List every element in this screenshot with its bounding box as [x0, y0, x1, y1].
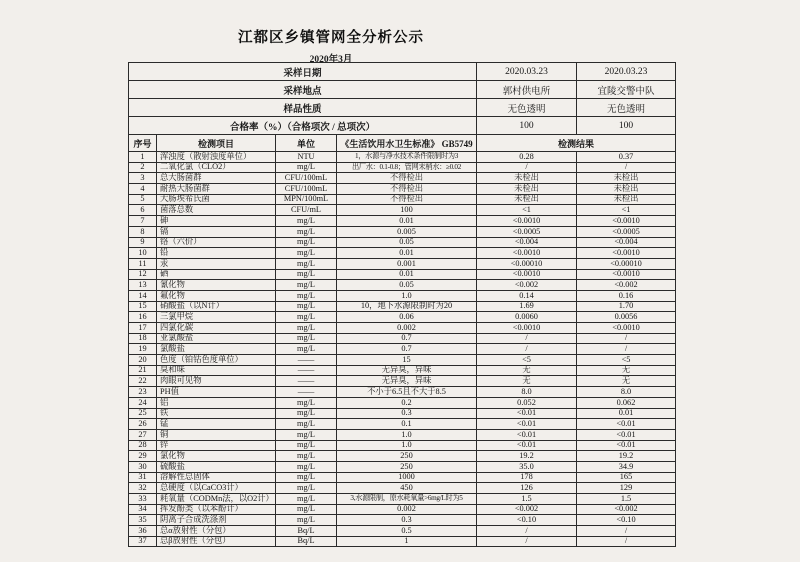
result-yiling: <0.0010 [577, 248, 676, 259]
table-row [129, 152, 676, 163]
unit-value: mg/L [276, 226, 337, 237]
standard-value: 0.002 [337, 323, 477, 334]
item-name: 锰 [157, 419, 276, 430]
result-guocun: / [477, 333, 577, 344]
sampling-date-label: 采样日期 [129, 63, 477, 81]
info-section [129, 63, 676, 152]
result-guocun: <0.002 [477, 280, 577, 291]
standard-value: 450 [337, 483, 477, 494]
standard-value: 0.001 [337, 258, 477, 269]
result-guocun: <1 [477, 205, 577, 216]
unit-value: CFU/100mL [276, 184, 337, 195]
result-guocun: 无 [477, 365, 577, 376]
table-row [129, 536, 676, 547]
table-row [129, 376, 676, 387]
result-guocun: 126 [477, 483, 577, 494]
item-name: 总大肠菌群 [157, 173, 276, 184]
table-row [129, 301, 676, 312]
result-guocun: 178 [477, 472, 577, 483]
sampling-location-guocun: 郭村供电所 [477, 81, 577, 99]
item-name: 亚氯酸盐 [157, 333, 276, 344]
col-header-result: 检测结果 [477, 135, 676, 152]
table-row [129, 248, 676, 259]
sampling-location-label: 采样地点 [129, 81, 477, 99]
item-name: 铁 [157, 408, 276, 419]
item-name: 色度（铂钴色度单位） [157, 355, 276, 366]
unit-value: Bq/L [276, 526, 337, 537]
row-no: 4 [129, 184, 157, 195]
unit-value: —— [276, 387, 337, 398]
item-name: 大肠埃希氏菌 [157, 194, 276, 205]
item-name: 二氧化氯（CLO2） [157, 162, 276, 173]
result-guocun: 1.69 [477, 301, 577, 312]
standard-value: 1 [337, 536, 477, 547]
item-name: PH值 [157, 387, 276, 398]
table-row [129, 440, 676, 451]
row-no: 36 [129, 526, 157, 537]
result-yiling: <0.002 [577, 504, 676, 515]
unit-value: mg/L [276, 494, 337, 505]
table-row [129, 408, 676, 419]
result-yiling: / [577, 536, 676, 547]
result-guocun: <0.01 [477, 419, 577, 430]
row-no: 35 [129, 515, 157, 526]
item-name: 砷 [157, 216, 276, 227]
item-name: 氟化物 [157, 290, 276, 301]
unit-value: CFU/mL [276, 205, 337, 216]
standard-value: 0.7 [337, 333, 477, 344]
sampling-location-yiling: 宜陵交警中队 [577, 81, 676, 99]
item-name: 铬（六价） [157, 237, 276, 248]
results-body [129, 152, 676, 547]
standard-value: 3,水源限制，原水耗氧量>6mg/L时为5 [337, 494, 477, 505]
table-row [129, 280, 676, 291]
item-name: 浑浊度（散射浊度单位） [157, 152, 276, 163]
row-no: 34 [129, 504, 157, 515]
standard-value: 不得检出 [337, 194, 477, 205]
standard-value: 出厂水：0.1-0.8；管网末梢水：≥0.02 [337, 162, 477, 173]
unit-value: mg/L [276, 216, 337, 227]
row-no: 25 [129, 408, 157, 419]
table-row [129, 333, 676, 344]
item-name: 氯酸盐 [157, 344, 276, 355]
row-no: 18 [129, 333, 157, 344]
result-yiling: <0.004 [577, 237, 676, 248]
result-guocun: <0.0010 [477, 269, 577, 280]
row-no: 6 [129, 205, 157, 216]
item-name: 臭和味 [157, 365, 276, 376]
pass-rate-yiling: 100 [577, 117, 676, 135]
unit-value: mg/L [276, 301, 337, 312]
sampling-date-guocun: 2020.03.23 [477, 63, 577, 81]
result-yiling: 无 [577, 376, 676, 387]
unit-value: mg/L [276, 397, 337, 408]
item-name: 铝 [157, 397, 276, 408]
result-guocun: 未检出 [477, 184, 577, 195]
standard-value: 0.05 [337, 280, 477, 291]
unit-value: mg/L [276, 504, 337, 515]
unit-value: —— [276, 355, 337, 366]
row-no: 16 [129, 312, 157, 323]
table-row [129, 526, 676, 537]
result-yiling: 34.9 [577, 461, 676, 472]
standard-value: 10，地下水源限制时为20 [337, 301, 477, 312]
col-header-unit: 单位 [276, 135, 337, 152]
standard-value: 1.0 [337, 429, 477, 440]
result-yiling: <0.01 [577, 440, 676, 451]
item-name: 总硬度（以CaCO3计） [157, 483, 276, 494]
standard-value: 250 [337, 461, 477, 472]
result-guocun: <0.01 [477, 429, 577, 440]
result-yiling: <0.00010 [577, 258, 676, 269]
result-guocun: / [477, 536, 577, 547]
row-no: 7 [129, 216, 157, 227]
result-yiling: <0.01 [577, 429, 676, 440]
result-guocun: <0.01 [477, 408, 577, 419]
unit-value: mg/L [276, 408, 337, 419]
unit-value: —— [276, 365, 337, 376]
unit-value: mg/L [276, 280, 337, 291]
result-guocun: <0.0005 [477, 226, 577, 237]
sample-nature-label: 样品性质 [129, 99, 477, 117]
table-row [129, 216, 676, 227]
table-row [129, 397, 676, 408]
unit-value: mg/L [276, 440, 337, 451]
result-guocun: / [477, 526, 577, 537]
unit-value: MPN/100mL [276, 194, 337, 205]
standard-value: 1000 [337, 472, 477, 483]
result-yiling: 8.0 [577, 387, 676, 398]
sampling-location-row [129, 81, 676, 99]
unit-value: —— [276, 376, 337, 387]
table-row [129, 237, 676, 248]
item-name: 锌 [157, 440, 276, 451]
item-name: 三氯甲烷 [157, 312, 276, 323]
standard-value: 0.1 [337, 419, 477, 430]
item-name: 挥发酚类（以苯酚计） [157, 504, 276, 515]
unit-value: mg/L [276, 461, 337, 472]
item-name: 铜 [157, 429, 276, 440]
result-yiling: <0.0010 [577, 323, 676, 334]
unit-value: mg/L [276, 451, 337, 462]
row-no: 24 [129, 397, 157, 408]
item-name: 四氯化碳 [157, 323, 276, 334]
result-guocun: 8.0 [477, 387, 577, 398]
row-no: 10 [129, 248, 157, 259]
item-name: 总β放射性（分包） [157, 536, 276, 547]
row-no: 8 [129, 226, 157, 237]
row-no: 26 [129, 419, 157, 430]
table-row [129, 365, 676, 376]
unit-value: mg/L [276, 333, 337, 344]
page-title: 江都区乡镇管网全分析公示 [238, 30, 424, 46]
sample-nature-row [129, 99, 676, 117]
table-row [129, 194, 676, 205]
result-yiling: 无 [577, 365, 676, 376]
result-yiling: <0.0010 [577, 269, 676, 280]
sample-nature-guocun: 无色透明 [477, 99, 577, 117]
table-row [129, 162, 676, 173]
pass-rate-label: 合格率（%）（合格项次 / 总项次） [129, 117, 477, 135]
item-name: 菌落总数 [157, 205, 276, 216]
table-row [129, 504, 676, 515]
unit-value: mg/L [276, 515, 337, 526]
row-no: 11 [129, 258, 157, 269]
item-name: 硒 [157, 269, 276, 280]
result-guocun: 未检出 [477, 173, 577, 184]
row-no: 5 [129, 194, 157, 205]
row-no: 1 [129, 152, 157, 163]
unit-value: mg/L [276, 269, 337, 280]
table-row [129, 472, 676, 483]
sampling-date-row [129, 63, 676, 81]
result-yiling: 未检出 [577, 194, 676, 205]
table-row [129, 258, 676, 269]
table-row [129, 515, 676, 526]
result-yiling: 未检出 [577, 173, 676, 184]
item-name: 氰化物 [157, 280, 276, 291]
table-row [129, 290, 676, 301]
result-yiling: 1.70 [577, 301, 676, 312]
standard-value: 0.002 [337, 504, 477, 515]
standard-value: 0.3 [337, 515, 477, 526]
table-row [129, 451, 676, 462]
standard-value: 0.05 [337, 237, 477, 248]
table-row [129, 312, 676, 323]
row-no: 31 [129, 472, 157, 483]
result-guocun: 19.2 [477, 451, 577, 462]
unit-value: mg/L [276, 419, 337, 430]
unit-value: mg/L [276, 290, 337, 301]
result-yiling: 129 [577, 483, 676, 494]
standard-value: 1，水源与净水技术条件限制时为3 [337, 152, 477, 163]
unit-value: Bq/L [276, 536, 337, 547]
standard-value: 0.2 [337, 397, 477, 408]
unit-value: mg/L [276, 344, 337, 355]
result-guocun: 无 [477, 376, 577, 387]
table-row [129, 461, 676, 472]
row-no: 14 [129, 290, 157, 301]
result-guocun: <0.0010 [477, 323, 577, 334]
row-no: 13 [129, 280, 157, 291]
page-subtitle: 2020年3月 [309, 55, 353, 65]
item-name: 氯化物 [157, 451, 276, 462]
result-guocun: / [477, 162, 577, 173]
result-yiling: / [577, 344, 676, 355]
table-row [129, 419, 676, 430]
sample-nature-yiling: 无色透明 [577, 99, 676, 117]
standard-value: 不得检出 [337, 184, 477, 195]
standard-value: 无异臭，异味 [337, 376, 477, 387]
standard-value: 100 [337, 205, 477, 216]
standard-value: 15 [337, 355, 477, 366]
result-yiling: <1 [577, 205, 676, 216]
table-row [129, 184, 676, 195]
table-row [129, 269, 676, 280]
standard-value: 0.005 [337, 226, 477, 237]
pass-rate-guocun: 100 [477, 117, 577, 135]
row-no: 9 [129, 237, 157, 248]
row-no: 27 [129, 429, 157, 440]
unit-value: mg/L [276, 472, 337, 483]
item-name: 耗氧量（CODMn法，以O2计） [157, 494, 276, 505]
result-yiling: 未检出 [577, 184, 676, 195]
table-row [129, 483, 676, 494]
column-header-row [129, 135, 676, 152]
item-name: 阴离子合成洗涤剂 [157, 515, 276, 526]
unit-value: mg/L [276, 323, 337, 334]
result-guocun: 0.14 [477, 290, 577, 301]
row-no: 20 [129, 355, 157, 366]
result-yiling: 0.16 [577, 290, 676, 301]
result-yiling: / [577, 162, 676, 173]
result-yiling: 0.0056 [577, 312, 676, 323]
result-guocun: 35.0 [477, 461, 577, 472]
row-no: 33 [129, 494, 157, 505]
row-no: 29 [129, 451, 157, 462]
result-guocun: 0.0060 [477, 312, 577, 323]
row-no: 23 [129, 387, 157, 398]
item-name: 耐热大肠菌群 [157, 184, 276, 195]
row-no: 12 [129, 269, 157, 280]
result-guocun: <0.002 [477, 504, 577, 515]
result-guocun: <0.004 [477, 237, 577, 248]
item-name: 硝酸盐（以N计） [157, 301, 276, 312]
result-yiling: 19.2 [577, 451, 676, 462]
result-yiling: / [577, 526, 676, 537]
col-header-standard: 《生活饮用水卫生标准》 GB5749 [337, 135, 477, 152]
standard-value: 250 [337, 451, 477, 462]
result-guocun: 未检出 [477, 194, 577, 205]
result-guocun: <0.01 [477, 440, 577, 451]
result-guocun: <0.0010 [477, 216, 577, 227]
result-yiling: / [577, 333, 676, 344]
standard-value: 不得检出 [337, 173, 477, 184]
item-name: 总α放射性（分包） [157, 526, 276, 537]
result-yiling: <0.002 [577, 280, 676, 291]
row-no: 32 [129, 483, 157, 494]
standard-value: 0.01 [337, 216, 477, 227]
table-row [129, 173, 676, 184]
standard-value: 1.0 [337, 440, 477, 451]
row-no: 22 [129, 376, 157, 387]
result-yiling: 0.062 [577, 397, 676, 408]
result-yiling: 0.01 [577, 408, 676, 419]
unit-value: mg/L [276, 429, 337, 440]
row-no: 15 [129, 301, 157, 312]
table-row [129, 205, 676, 216]
result-guocun: <0.10 [477, 515, 577, 526]
standard-value: 无异臭，异味 [337, 365, 477, 376]
result-yiling: 165 [577, 472, 676, 483]
unit-value: mg/L [276, 248, 337, 259]
standard-value: 0.7 [337, 344, 477, 355]
standard-value: 0.06 [337, 312, 477, 323]
result-yiling: <5 [577, 355, 676, 366]
table-row [129, 387, 676, 398]
row-no: 37 [129, 536, 157, 547]
row-no: 3 [129, 173, 157, 184]
row-no: 28 [129, 440, 157, 451]
unit-value: mg/L [276, 258, 337, 269]
sampling-date-yiling: 2020.03.23 [577, 63, 676, 81]
row-no: 2 [129, 162, 157, 173]
standard-value: 0.01 [337, 269, 477, 280]
result-guocun: 1.5 [477, 494, 577, 505]
result-guocun: <0.00010 [477, 258, 577, 269]
standard-value: 0.01 [337, 248, 477, 259]
analysis-table [128, 62, 676, 547]
standard-value: 0.3 [337, 408, 477, 419]
row-no: 17 [129, 323, 157, 334]
result-guocun: 0.052 [477, 397, 577, 408]
unit-value: mg/L [276, 312, 337, 323]
result-yiling: 0.37 [577, 152, 676, 163]
table-row [129, 429, 676, 440]
table-row [129, 344, 676, 355]
standard-value: 0.5 [337, 526, 477, 537]
table-row [129, 226, 676, 237]
col-header-item: 检测项目 [157, 135, 276, 152]
result-yiling: <0.0005 [577, 226, 676, 237]
item-name: 汞 [157, 258, 276, 269]
item-name: 铅 [157, 248, 276, 259]
result-guocun: <0.0010 [477, 248, 577, 259]
result-yiling: <0.0010 [577, 216, 676, 227]
row-no: 21 [129, 365, 157, 376]
result-guocun: 0.28 [477, 152, 577, 163]
result-guocun: / [477, 344, 577, 355]
result-yiling: <0.01 [577, 419, 676, 430]
unit-value: mg/L [276, 237, 337, 248]
result-yiling: 1.5 [577, 494, 676, 505]
document-header [0, 26, 662, 65]
result-yiling: <0.10 [577, 515, 676, 526]
table-row [129, 355, 676, 366]
standard-value: 1.0 [337, 290, 477, 301]
result-guocun: <5 [477, 355, 577, 366]
unit-value: mg/L [276, 162, 337, 173]
unit-value: CFU/100mL [276, 173, 337, 184]
item-name: 硫酸盐 [157, 461, 276, 472]
col-header-no: 序号 [129, 135, 157, 152]
item-name: 肉眼可见物 [157, 376, 276, 387]
table-row [129, 323, 676, 334]
item-name: 溶解性总固体 [157, 472, 276, 483]
row-no: 19 [129, 344, 157, 355]
unit-value: NTU [276, 152, 337, 163]
table-row [129, 494, 676, 505]
unit-value: mg/L [276, 483, 337, 494]
pass-rate-row [129, 117, 676, 135]
row-no: 30 [129, 461, 157, 472]
item-name: 镉 [157, 226, 276, 237]
standard-value: 不小于6.5且不大于8.5 [337, 387, 477, 398]
